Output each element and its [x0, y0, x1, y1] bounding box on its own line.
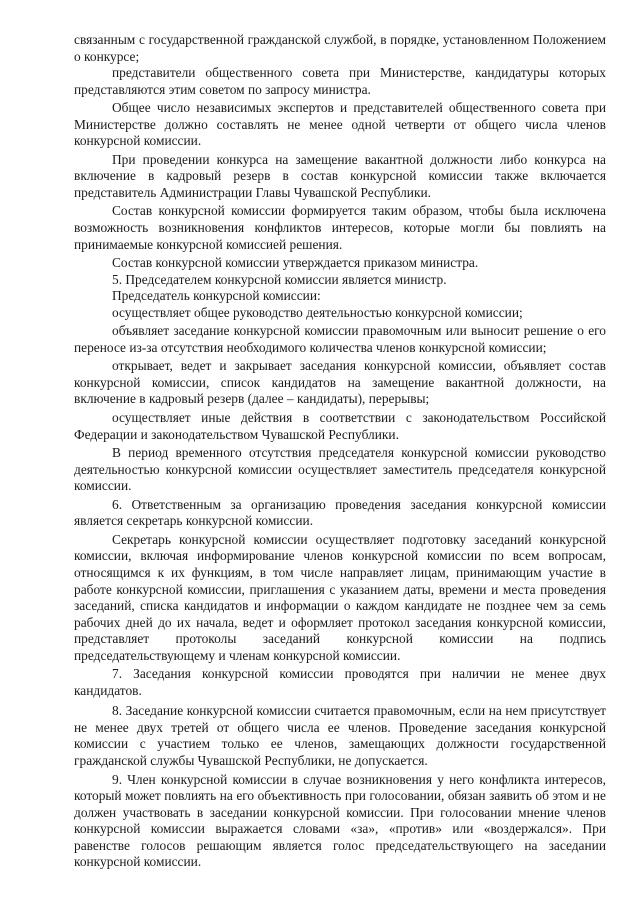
paragraph-secretary: Секретарь конкурсной комиссии осуществляет подготовку заседаний конкурсной комиссии, включая информирование членов конкурсной комиссии по всем вопросам, относящимся к их функциям, в том числе направляет лицам, принимающим участие в работе конкурсной комиссии, приглашения с указанием даты, времени и места проведения заседаний, списка кандидатов и информации о каждом кандидате не позднее чем за семь рабочих дней до их начала, ведет и оформляет протокол заседания конкурсной комиссии, представляет протоколы заседаний конкурсной комиссии на подпись председательствующему и членам конкурсной комиссии.: [74, 531, 606, 663]
paragraph-chairman-duty-4: осуществляет иные действия в соответствии с законодательством Российской Федерации и законодательством Чувашской Республики.: [74, 410, 606, 442]
paragraph-deputy: В период временного отсутствия председателя конкурсной комиссии руководство деятельностью конкурсной комиссии осуществляет заместитель председателя конкурсной комиссии.: [74, 445, 606, 494]
paragraph-chairman-duty-2: объявляет заседание конкурсной комиссии правомочным или выносит решение о его переносе из-за отсутствия необходимого количества членов конкурсной комиссии;: [74, 323, 606, 355]
paragraph-continuation: связанным с государственной гражданской службой, в порядке, установленном Положением о конкурсе;: [74, 32, 606, 64]
paragraph-section-6: 6. Ответственным за организацию проведения заседания конкурсной комиссии является секретарь конкурсной комиссии.: [74, 496, 606, 529]
paragraph-section-8: 8. Заседание конкурсной комиссии считается правомочным, если на нем присутствует не менее двух третей от общего числа ее членов. Проведение заседания конкурсной комиссии с участием только ее членов, замещающих должности государственной гражданской службы Чувашской Республики, не допускается.: [74, 703, 606, 768]
paragraph-section-7: 7. Заседания конкурсной комиссии проводятся при наличии не менее двух кандидатов.: [74, 666, 606, 698]
paragraph-chairman-heading: Председатель конкурсной комиссии:: [112, 288, 321, 304]
document-page: [74, 32, 606, 871]
paragraph-experts-share: Общее число независимых экспертов и представителей общественного совета при Министерстве должно составлять не менее одной четверти от общего числа членов конкурсной комиссии.: [74, 100, 606, 149]
paragraph-administration-rep: При проведении конкурса на замещение вакантной должности либо конкурса на включение в кадровый резерв в состав конкурсной комиссии также включается представитель Администрации Главы Чувашской Республики.: [74, 151, 606, 200]
paragraph-conflict-exclusion: Состав конкурсной комиссии формируется таким образом, чтобы была исключена возможность возникновения конфликтов интересов, которые могли бы повлиять на принимаемые конкурсной комиссией решения.: [74, 203, 606, 252]
paragraph-composition-approval: Состав конкурсной комиссии утверждается приказом министра.: [112, 255, 479, 271]
paragraph-section-5: 5. Председателем конкурсной комиссии является министр.: [112, 271, 447, 287]
paragraph-chairman-duty-3: открывает, ведет и закрывает заседания конкурсной комиссии, объявляет состав конкурсной комиссии, список кандидатов на замещение вакантной должности, на включение в кадровый резерв (далее – кандидаты), перерывы;: [74, 358, 606, 407]
paragraph-chairman-duty-1: осуществляет общее руководство деятельностью конкурсной комиссии;: [112, 304, 523, 320]
paragraph-public-council: представители общественного совета при Министерстве, кандидатуры которых представляются этим советом по запросу министра.: [74, 65, 606, 97]
paragraph-section-9: 9. Член конкурсной комиссии в случае возникновения у него конфликта интересов, который может повлиять на его объективность при голосовании, обязан заявить об этом и не должен участвовать в заседании конкурсной комиссии. При голосовании мнение членов конкурсной комиссии выражается словами «за», «против» или «воздержался». При равенстве голосов решающим является голос председательствующего на заседании конкурсной комиссии.: [74, 771, 606, 870]
